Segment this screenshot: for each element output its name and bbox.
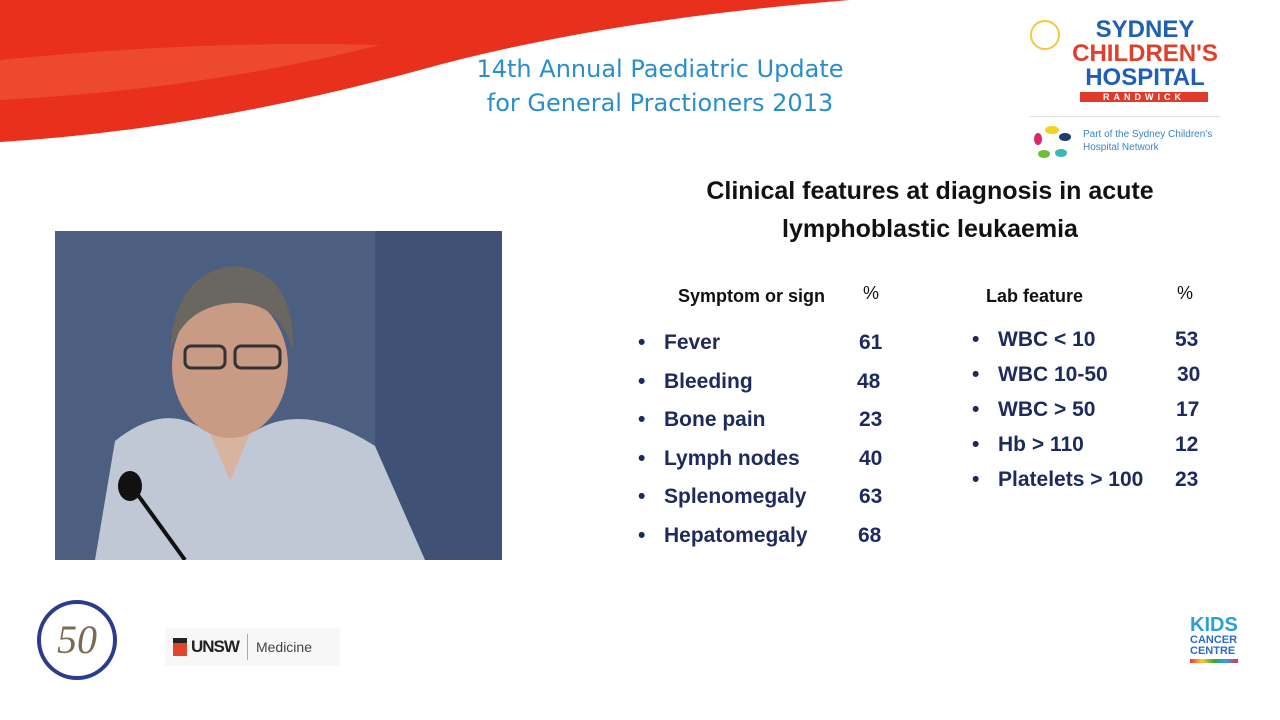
unsw-faculty: Medicine [255, 639, 312, 655]
unsw-name: UNSW [191, 637, 239, 656]
item-label: Hepatomegaly [664, 523, 808, 547]
conference-title [440, 52, 880, 120]
logo-text: RANDWICK [1080, 92, 1208, 102]
divider [247, 634, 248, 660]
unsw-medicine-logo [165, 628, 340, 666]
item-label: WBC < 10 [998, 328, 1096, 351]
celebrating-50-logo [37, 600, 117, 680]
list-item [638, 408, 898, 447]
unsw-crest-icon [173, 638, 187, 656]
bullet: • [638, 485, 646, 508]
sydney-childrens-hospital-logo [1030, 18, 1230, 102]
network-line-1: Part of the Sydney Children's [1083, 129, 1213, 140]
list-item [638, 447, 898, 486]
item-label: Lymph nodes [664, 446, 800, 470]
logo-text: CHILDREN'S [1072, 40, 1218, 67]
speaker-video[interactable] [55, 231, 502, 560]
item-label: WBC 10-50 [998, 363, 1108, 386]
item-label: Splenomegaly [664, 485, 807, 508]
list-item [638, 524, 898, 563]
title-line-1: Clinical features at diagnosis in acute [706, 177, 1154, 205]
logo-text: KIDS [1190, 614, 1238, 636]
item-value: 63 [859, 485, 883, 508]
lab-header: Lab feature [986, 286, 1084, 306]
item-value: 17 [1176, 398, 1200, 421]
network-petals-icon [1032, 124, 1072, 160]
slide-title [640, 172, 1220, 248]
list-item [972, 398, 1222, 433]
item-label: WBC > 50 [998, 398, 1096, 421]
list-item [972, 433, 1222, 468]
list-item [972, 468, 1222, 503]
logo-number: 50 [57, 617, 97, 662]
symptoms-list [638, 331, 898, 562]
logo-text: CANCER [1190, 634, 1238, 646]
list-item [638, 370, 898, 409]
symptoms-header: Symptom or sign [678, 286, 826, 306]
item-label: Bleeding [664, 369, 753, 393]
item-value: 61 [859, 331, 883, 354]
conference-line-2: for General Practioners 2013 [486, 89, 834, 117]
divider [1030, 116, 1220, 117]
bullet: • [638, 369, 646, 393]
item-value: 23 [859, 408, 883, 431]
conference-line-1: 14th Annual Paediatric Update [476, 55, 844, 83]
bullet: • [638, 523, 646, 547]
logo-text: SYDNEY [1095, 16, 1195, 43]
speaker-figure [55, 231, 502, 560]
item-value: 23 [1175, 468, 1199, 491]
list-item [638, 331, 898, 370]
sun-icon [1030, 20, 1060, 50]
item-value: 40 [859, 446, 883, 470]
logo-text: CENTRE [1190, 645, 1236, 657]
logo-bar [1190, 659, 1238, 663]
list-item [972, 328, 1222, 363]
item-label: Bone pain [664, 408, 766, 431]
item-value: 68 [858, 523, 882, 547]
bullet: • [972, 398, 980, 421]
list-item [972, 363, 1222, 398]
item-label: Fever [664, 331, 721, 354]
logo-text: HOSPITAL [1085, 64, 1205, 91]
kids-cancer-centre-logo [1190, 615, 1238, 663]
bullet: • [638, 408, 646, 431]
bullet: • [972, 433, 980, 456]
item-value: 30 [1177, 363, 1201, 386]
bullet: • [972, 328, 980, 351]
item-value: 12 [1175, 433, 1199, 456]
lab-pct-header: % [1177, 283, 1194, 303]
bullet: • [638, 446, 646, 470]
item-value: 53 [1175, 328, 1199, 351]
title-line-2: lymphoblastic leukaemia [782, 215, 1078, 243]
item-label: Hb > 110 [998, 433, 1084, 456]
item-label: Platelets > 100 [998, 468, 1144, 491]
network-text [1083, 128, 1212, 154]
network-line-2: Hospital Network [1083, 142, 1159, 153]
item-value: 48 [857, 369, 881, 393]
symptoms-pct-header: % [863, 283, 880, 303]
bullet: • [638, 331, 646, 354]
bullet: • [972, 363, 980, 386]
list-item [638, 485, 898, 524]
lab-list [972, 328, 1222, 503]
bullet: • [972, 468, 980, 491]
